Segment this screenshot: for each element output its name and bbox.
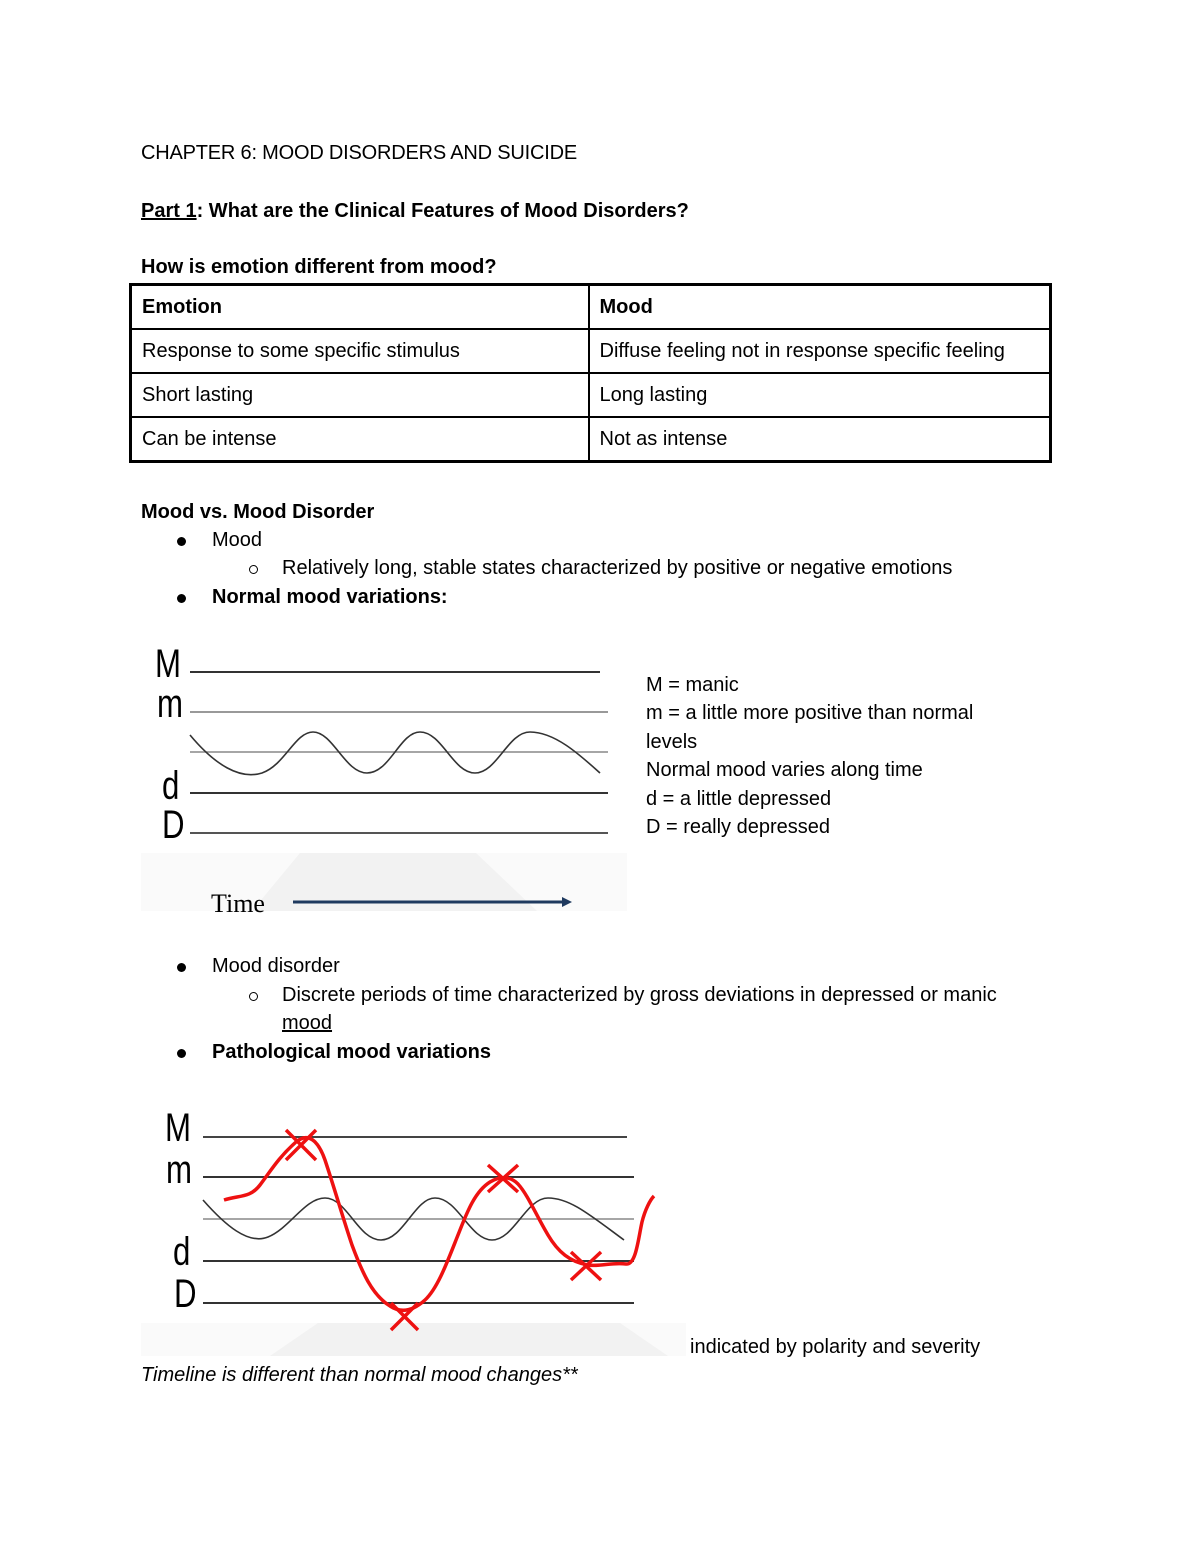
legend-line: m = a little more positive than normal — [646, 702, 974, 725]
sub-bullet-disorder-definition: Discrete periods of time characterized by gross deviations in depressed or manic — [282, 984, 997, 1006]
row-label-D: D — [161, 802, 185, 847]
time-label: Time — [211, 889, 265, 918]
question-heading: How is emotion different from mood? — [141, 256, 497, 278]
row-label-M: M — [165, 1105, 191, 1150]
bullet-normal-variations: Normal mood variations: — [212, 586, 448, 608]
chapter-title: CHAPTER 6: MOOD DISORDERS AND SUICIDE — [141, 142, 577, 164]
table-cell: Response to some specific stimulus — [131, 329, 589, 373]
legend-line: D = really depressed — [646, 816, 830, 839]
section-heading: Mood vs. Mood Disorder — [141, 501, 375, 523]
legend-line: M = manic — [646, 674, 739, 696]
row-label-d: d — [173, 1229, 191, 1274]
part-label: Part 1 — [141, 200, 197, 222]
table-header-cell: Emotion — [131, 285, 589, 330]
table-cell: Diffuse feeling not in response specific feeling — [589, 329, 1051, 373]
legend-line: Normal mood varies along time — [646, 759, 923, 782]
bullet-mood: Mood — [212, 529, 263, 551]
part-title: : What are the Clinical Features of Mood Disorders? — [196, 200, 689, 222]
pathological-mood-curve — [224, 1138, 654, 1311]
polarity-note: indicated by polarity and severity — [690, 1336, 981, 1358]
sub-bullet-disorder-continued: mood — [282, 1012, 333, 1034]
row-label-m: m — [166, 1147, 192, 1192]
sub-bullet-mood-definition: Relatively long, stable states characterized by positive or negative emotions — [282, 557, 953, 579]
table-cell: Not as intense — [589, 417, 1051, 462]
bullet-pathological-variations: Pathological mood variations — [212, 1041, 491, 1063]
legend-line: levels — [646, 730, 698, 753]
table-cell: Short lasting — [131, 373, 589, 417]
row-label-M: M — [154, 641, 181, 686]
row-label-d: d — [161, 763, 180, 808]
bullet-mood-disorder: Mood disorder — [212, 955, 340, 977]
table-cell: Can be intense — [131, 417, 589, 462]
legend-line: d = a little depressed — [646, 787, 832, 810]
timeline-note: Timeline is different than normal mood changes** — [141, 1364, 578, 1386]
row-label-m: m — [156, 681, 183, 726]
table-cell: Long lasting — [589, 373, 1051, 417]
table-header-cell: Mood — [589, 285, 1051, 330]
row-label-D: D — [173, 1271, 197, 1316]
